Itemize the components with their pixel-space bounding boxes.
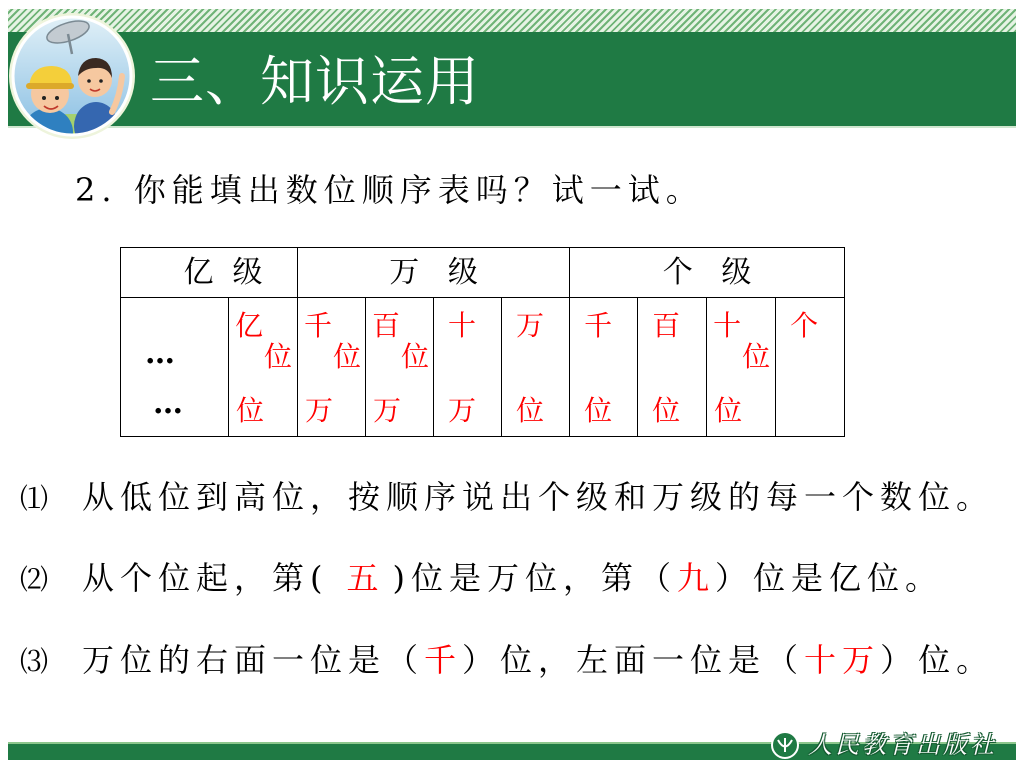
- answer-text: 千: [424, 641, 463, 679]
- cell-ten-million-place: [298, 298, 366, 437]
- place-value-table: [120, 247, 845, 437]
- publisher-emblem-svg: [770, 730, 800, 760]
- place-char: 万: [448, 394, 477, 427]
- cell-content: [776, 298, 844, 436]
- cell-hundred-million-place: [229, 298, 298, 437]
- place-char: 十: [448, 309, 477, 342]
- sub-question-number: ⑴: [20, 482, 49, 515]
- cell-content: [707, 298, 775, 436]
- answer-text: 九: [677, 559, 716, 597]
- cell-content: [366, 298, 433, 436]
- cell-thousand-place: [570, 298, 638, 437]
- cell-hundred-place: [638, 298, 707, 437]
- place-char: 百: [652, 309, 681, 342]
- place-char: 位: [584, 394, 613, 427]
- place-char: 万: [305, 394, 334, 427]
- children-illustration-icon: [8, 12, 136, 140]
- ellipsis-mark: …: [145, 336, 175, 371]
- cell-hundred-thousand-place: [434, 298, 502, 437]
- place-char: 位: [652, 394, 681, 427]
- place-char: 万: [373, 394, 402, 427]
- sub-question-text: ）位是亿位。: [715, 559, 944, 597]
- answer-text: 十万: [804, 641, 881, 679]
- cell-ten-place: [707, 298, 776, 437]
- cell-content: [638, 298, 706, 436]
- emblem-scene: [8, 12, 136, 140]
- place-char: 位: [401, 340, 430, 373]
- sub-question-3: [20, 638, 994, 682]
- cell-ellipsis: [121, 298, 229, 437]
- place-char: 十: [713, 309, 742, 342]
- publisher-emblem-icon: [770, 730, 800, 760]
- cell-content: [298, 298, 365, 436]
- cell-million-place: [366, 298, 434, 437]
- level-header-ge: 个 级: [570, 248, 845, 298]
- place-char: 位: [264, 340, 293, 373]
- sub-question-text: 万位的右面一位是（: [82, 641, 425, 679]
- place-char: 位: [236, 394, 265, 427]
- sub-question-number: ⑵: [20, 563, 49, 596]
- place-char: 百: [372, 309, 401, 342]
- answer-text: 五: [346, 559, 385, 597]
- sub-question-text: ）位，左面一位是（: [462, 641, 805, 679]
- sub-question-1: [20, 475, 994, 519]
- question-text: 2. 你能填出数位顺序表吗？试一试。: [75, 171, 704, 209]
- place-char: 千: [304, 309, 333, 342]
- ellipsis-mark: …: [153, 386, 183, 421]
- cell-content: [121, 298, 228, 436]
- place-char: 万: [516, 309, 545, 342]
- sub-question-text: ）位。: [880, 641, 995, 679]
- sub-question-text: 从低位到高位，按顺序说出个级和万级的每一个数位。: [82, 478, 995, 516]
- place-char: 个: [790, 309, 819, 342]
- children-illustration-svg: [8, 12, 136, 140]
- level-header-yi: 亿 级: [121, 248, 298, 298]
- level-header-row: [121, 248, 845, 298]
- place-char: 位: [714, 394, 743, 427]
- cell-content: [502, 298, 569, 436]
- publisher-logo-text: 人民教育出版社: [808, 731, 997, 759]
- cell-content: [229, 298, 297, 436]
- sub-question-text: 从个位起，第(: [82, 559, 329, 597]
- sub-question-number: ⑶: [20, 645, 49, 678]
- place-char: 位: [516, 394, 545, 427]
- slide-title: 三、知识运用: [150, 50, 480, 113]
- sub-question-text: )位是万位，第（: [392, 559, 678, 597]
- place-row: [121, 298, 845, 437]
- cell-content: [434, 298, 501, 436]
- sub-question-2: [20, 556, 943, 600]
- header-stripe-pattern: [8, 9, 1016, 32]
- place-char: 亿: [235, 309, 264, 342]
- level-header-wan: 万 级: [298, 248, 570, 298]
- cell-content: [570, 298, 637, 436]
- table-body: [121, 248, 845, 437]
- place-char: 千: [584, 309, 613, 342]
- cell-ten-thousand-place: [502, 298, 570, 437]
- place-char: 位: [742, 340, 771, 373]
- cell-ones-place: [776, 298, 845, 437]
- place-char: 位: [333, 340, 362, 373]
